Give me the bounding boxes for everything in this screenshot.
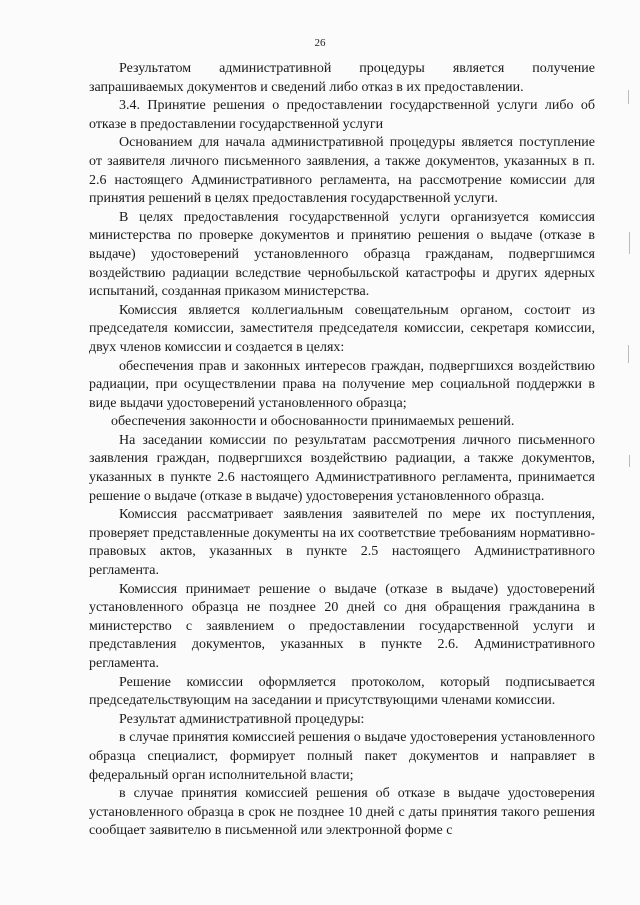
paragraph: Комиссия принимает решение о выдаче (отказе в выдаче) удостоверений установленного образца не позднее 20 дней со дня обращения гражданина в министерство с заявлением о предоставлении государственной услуги и представления документов, указанных в пункте 2.6. Административного регламента. — [89, 581, 595, 671]
paragraph: Комиссия рассматривает заявления заявителей по мере их поступления, проверяет представленные документы на их соответствие требованиям нормативно-правовых актов, указанных в пункте 2.5 настоящего Административного регламента. — [89, 507, 595, 579]
paragraph: В целях предоставления государственной услуги организуется комиссия министерства по проверке документов и принятию решения о выдаче (отказе в выдаче) удостоверений установленного образца гражданам, подвергшимся воздействию радиации вследствие чернобыльской катастрофы и других ядерных испытаний, созданная приказом министерства. — [89, 209, 595, 300]
list-item: в случае принятия комиссией решения об отказе в выдаче удостоверения установленного образца в срок не позднее 10 дней с даты принятия такого решения сообщает заявителю в письменной или электронной форме с — [89, 786, 595, 839]
scan-edge-mark — [628, 90, 629, 104]
scan-edge-mark — [628, 345, 629, 363]
paragraph: Решение комиссии оформляется протоколом, который подписывается председательствующим на заседании и присутствующими членами комиссии. — [89, 674, 595, 709]
paragraph: Результат административной процедуры: — [119, 711, 365, 727]
paragraph: Результатом административной процедуры является получение запрашиваемых документов и сведений либо отказ в их предоставлении. — [89, 61, 595, 95]
list-item: обеспечения прав и законных интересов граждан, подвергшихся воздействию радиации, при осуществлении права на получение мер социальной поддержки в виде выдачи удостоверений установленного образца; — [89, 358, 595, 411]
paragraph: Основанием для начала административной процедуры является поступление от заявителя личного письменного заявления, а также документов, указанных в п. 2.6 настоящего Административного регламента, на рассмотрение комиссии для принятия решений в целях предоставления государственной услуги. — [89, 135, 595, 207]
section-heading: 3.4. Принятие решения о предоставлении государственной услуги либо об отказе в предоставлении государственной услуги — [89, 98, 595, 132]
page-number: 26 — [314, 37, 326, 49]
paragraph: На заседании комиссии по результатам рассмотрения личного письменного заявления граждан, подвергшихся воздействию радиации, а также документов, указанных в пункте 2.6 настоящего Административного регламента, принимается решение о выдаче (отказе в выдаче) удостоверения установленного образца. — [89, 432, 595, 504]
list-item: обеспечения законности и обоснованности принимаемых решений. — [111, 414, 515, 430]
document-body — [89, 60, 595, 841]
scan-edge-mark — [629, 455, 630, 467]
paragraph: Комиссия является коллегиальным совещательным органом, состоит из председателя комиссии, заместителя председателя комиссии, секретаря комиссии, двух членов комиссии и создается в целях: — [89, 302, 595, 355]
list-item: в случае принятия комиссией решения о выдаче удостоверения установленного образца специалист, формирует полный пакет документов и направляет в федеральный орган исполнительной власти; — [89, 730, 595, 783]
scan-edge-mark — [629, 232, 630, 254]
